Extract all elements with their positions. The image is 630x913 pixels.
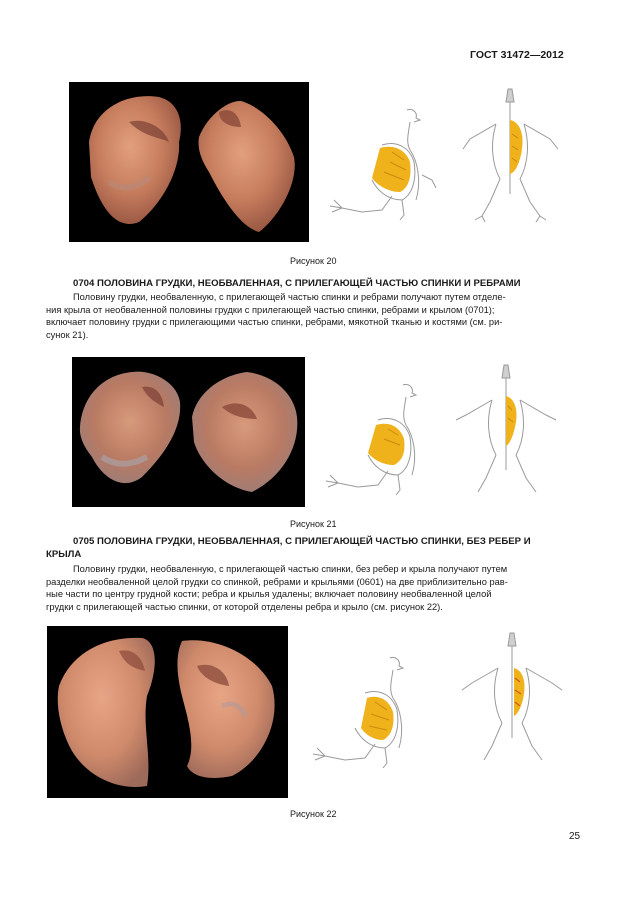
figure-22-caption: Рисунок 22 [290, 809, 337, 819]
body-line: Половину грудки, необваленную, с прилегающей частью спинки, без ребер и крыла получают путем [73, 564, 508, 574]
section-0704-heading: 0704 ПОЛОВИНА ГРУДКИ, НЕОБВАЛЕННАЯ, С ПРИЛЕГАЮЩЕЙ ЧАСТЬЮ СПИНКИ И РЕБРАМИ [73, 278, 521, 289]
body-line: включает половину грудки с прилегающими частью спинки, ребрами, мякотной тканью и костями (см. ри- [46, 317, 503, 327]
figure-21-caption: Рисунок 21 [290, 519, 337, 529]
body-line: разделки необваленной целой грудки со спинкой, ребрами и крыльями (0601) на две приблизительно рав- [46, 576, 508, 587]
section-0705-body [46, 563, 586, 613]
figure-21-side-skeleton [318, 375, 436, 500]
body-line: Половину грудки, необваленную, с прилегающей частью спинки и ребрами получают путем отделе- [73, 292, 506, 302]
standard-number: ГОСТ 31472—2012 [470, 49, 564, 61]
figure-20-caption: Рисунок 20 [290, 256, 337, 266]
figure-21-photo [72, 357, 305, 507]
body-line: ния крыла от необваленной половины грудки с прилегающей частью спинки, ребрами и крылом (0701); [46, 304, 495, 315]
body-line: ные части по центру грудной кости; ребра и крылья удалены; включает половину необваленной целой [46, 589, 492, 599]
figure-20-photo [69, 82, 309, 242]
figure-22-photo [47, 626, 288, 798]
figure-20-top-skeleton [460, 84, 565, 224]
figure-20-side-skeleton [322, 100, 440, 225]
figure-22-side-skeleton [305, 648, 423, 773]
body-line: грудки с прилегающей частью спинки, от которой отделены ребра и крыло (см. рисунок 22). [46, 601, 443, 612]
section-0705-heading: 0705 ПОЛОВИНА ГРУДКИ, НЕОБВАЛЕННАЯ, С ПРИЛЕГАЮЩЕЙ ЧАСТЬЮ СПИНКИ, БЕЗ РЕБЕР И [73, 536, 531, 547]
section-0705-heading-cont: КРЫЛА [46, 549, 82, 560]
figure-21-top-skeleton [452, 360, 562, 500]
body-line: сунок 21). [46, 329, 89, 340]
figure-22-top-skeleton [458, 628, 568, 768]
section-0704-body [46, 291, 586, 341]
page-number: 25 [569, 831, 581, 842]
